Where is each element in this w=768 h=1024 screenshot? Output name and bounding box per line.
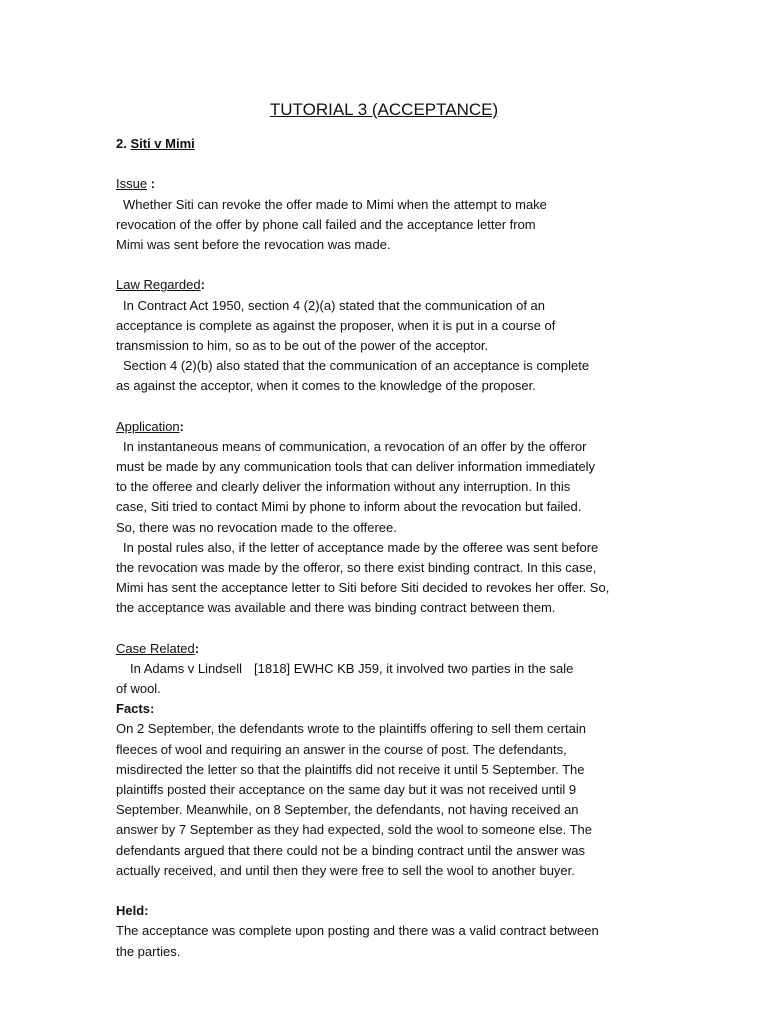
case-heading bbox=[116, 134, 676, 154]
application-label: Application bbox=[116, 418, 180, 434]
application-line: to the offeree and clearly deliver the information without any interruption. In this bbox=[116, 479, 571, 495]
law-line: acceptance is complete as against the proposer, when it is put in a course of bbox=[116, 317, 556, 333]
facts-line: misdirected the letter so that the plaintiffs did not receive it until 5 September. The bbox=[116, 761, 585, 777]
application-line: the revocation was made by the offeror, so there exist binding contract. In this case, bbox=[116, 559, 597, 575]
application-line: the acceptance was available and there was binding contract between them. bbox=[116, 600, 556, 616]
facts-line: defendants argued that there could not be a binding contract until the answer was bbox=[116, 842, 586, 858]
application-line: case, Siti tried to contact Mimi by phone to inform about the revocation but failed. bbox=[116, 499, 582, 515]
facts-line: September. Meanwhile, on 8 September, the defendants, not having received an bbox=[116, 802, 579, 818]
law-colon: : bbox=[200, 277, 205, 293]
case-related-name: In Adams v Lindsell bbox=[130, 660, 243, 676]
facts-line: answer by 7 September as they had expected, sold the wool to someone else. The bbox=[116, 822, 592, 838]
application-line: Mimi has sent the acceptance letter to Siti before Siti decided to revokes her offer. So, bbox=[116, 580, 610, 596]
issue-line: revocation of the offer by phone call failed and the acceptance letter from bbox=[116, 216, 536, 232]
case-related-heading bbox=[116, 639, 676, 659]
held-heading: Held: bbox=[116, 903, 149, 919]
issue-line: Whether Siti can revoke the offer made to Mimi when the attempt to make bbox=[123, 196, 547, 212]
application-line: must be made by any communication tools that can deliver information immediately bbox=[116, 459, 596, 474]
facts-heading: Facts: bbox=[116, 701, 155, 717]
case-related-line: of wool. bbox=[116, 681, 161, 697]
facts-line: plaintiffs posted their acceptance on the same day but it was not received until 9 bbox=[116, 782, 577, 797]
case-related-citation: [1818] EWHC KB J59, it involved two parties in the sale bbox=[254, 660, 574, 676]
issue-colon: : bbox=[150, 176, 156, 192]
application-line: In postal rules also, if the letter of acceptance made by the offeree was sent before bbox=[123, 539, 599, 555]
page-title: TUTORIAL 3 (ACCEPTANCE) bbox=[269, 100, 499, 119]
facts-line: fleeces of wool and requiring an answer in the course of post. The defendants, bbox=[116, 741, 567, 757]
law-label: Law Regarded bbox=[116, 277, 201, 293]
held-line: The acceptance was complete upon posting and there was a valid contract between bbox=[116, 923, 599, 939]
issue-label: Issue bbox=[116, 176, 148, 192]
document-body bbox=[116, 134, 676, 962]
law-line: In Contract Act 1950, section 4 (2)(a) stated that the communication of an bbox=[123, 297, 546, 313]
issue-heading bbox=[116, 174, 676, 194]
case-related-label: Case Related bbox=[116, 640, 195, 656]
application-line: In instantaneous means of communication, a revocation of an offer by the offeror bbox=[123, 438, 587, 454]
application-heading bbox=[116, 417, 676, 437]
law-line: Section 4 (2)(b) also stated that the communication of an acceptance is complete bbox=[123, 358, 590, 374]
case-related-colon: : bbox=[194, 640, 200, 656]
issue-line: Mimi was sent before the revocation was made. bbox=[116, 236, 391, 252]
law-line: as against the acceptor, when it comes to the knowledge of the proposer. bbox=[116, 378, 536, 394]
case-number: 2. bbox=[116, 136, 127, 151]
case-name: Siti v Mimi bbox=[130, 136, 195, 151]
law-heading bbox=[116, 275, 676, 295]
case-related-line bbox=[116, 659, 676, 679]
held-line: the parties. bbox=[116, 943, 181, 959]
law-line: transmission to him, so as to be out of the power of the acceptor. bbox=[116, 337, 489, 353]
facts-line: actually received, and until then they were free to sell the wool to another buyer. bbox=[116, 862, 575, 878]
application-line: So, there was no revocation made to the offeree. bbox=[116, 519, 397, 535]
facts-line: On 2 September, the defendants wrote to the plaintiffs offering to sell them certain bbox=[116, 721, 586, 737]
application-colon: : bbox=[179, 418, 184, 434]
